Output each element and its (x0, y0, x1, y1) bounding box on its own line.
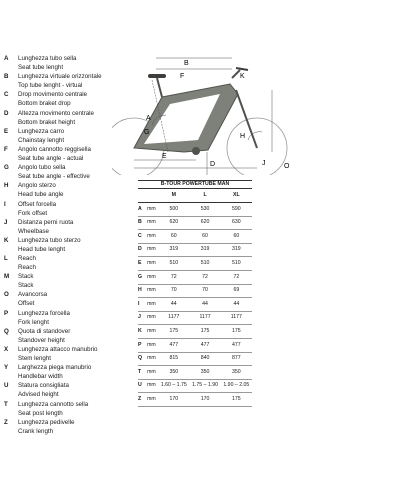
dim-label-o: O (284, 163, 290, 170)
table-cell: 510 (189, 257, 220, 271)
table-cell: 70 (158, 284, 189, 298)
row-letter: J (138, 311, 147, 325)
row-unit: mm (147, 243, 158, 257)
table-cell: 72 (189, 270, 220, 284)
table-row (138, 270, 252, 284)
table-cell: 170 (158, 393, 189, 407)
legend-item (3, 55, 121, 73)
legend-label-italian: Lunghezza tubo sella (18, 55, 77, 62)
row-unit: mm (147, 325, 158, 339)
legend-item (3, 273, 121, 291)
table-cell: 630 (221, 216, 252, 230)
table-header-row (138, 189, 252, 203)
size-column-header: L (189, 189, 220, 203)
table-cell: 44 (189, 298, 220, 312)
row-letter: H (138, 284, 147, 298)
table-cell: 840 (189, 352, 220, 366)
table-cell: 1177 (158, 311, 189, 325)
legend-item (3, 328, 121, 346)
row-unit: mm (147, 352, 158, 366)
legend-label-italian: Stack (18, 273, 34, 281)
legend-letter: M (4, 273, 10, 281)
legend-item (3, 419, 121, 437)
geometry-table (138, 180, 252, 407)
legend-label-english: Chainstay lenght (18, 136, 65, 144)
legend-label-english: Seat tube lenght (18, 64, 64, 71)
dim-label-f: F (180, 73, 185, 80)
legend-label-english: Offset (18, 300, 35, 308)
table-row (138, 325, 252, 339)
legend-item (3, 382, 121, 400)
row-unit: mm (147, 216, 158, 230)
dim-label-k: K (240, 73, 245, 80)
row-letter: B (138, 216, 147, 230)
legend-label-english: Top tube lenght - virtual (18, 82, 83, 90)
legend-label-italian: Lunghezza attacco manubrio (18, 346, 98, 353)
legend-letter: X (4, 346, 9, 353)
legend-item (3, 219, 121, 237)
row-letter: Z (138, 393, 147, 407)
table-header-spacer (147, 189, 158, 203)
legend-item (3, 164, 121, 182)
legend-letter: Q (4, 327, 9, 335)
row-letter: T (138, 366, 147, 380)
table-row (138, 338, 252, 352)
table-row (138, 203, 252, 217)
row-unit: mm (147, 393, 158, 407)
legend-letter: Z (4, 418, 8, 426)
row-unit: mm (147, 203, 158, 217)
legend-label-italian: Angolo tubo sella (18, 164, 66, 172)
row-unit: mm (147, 338, 158, 352)
legend-letter: P (4, 309, 9, 317)
legend-item (3, 237, 121, 255)
table-row (138, 311, 252, 325)
table-cell: 60 (189, 230, 220, 244)
bike-geometry-diagram (112, 40, 302, 175)
legend-label-english: Seat tube angle - actual (18, 154, 84, 162)
row-letter: P (138, 338, 147, 352)
table-cell: 477 (158, 338, 189, 352)
table-cell: 319 (158, 243, 189, 257)
row-letter: U (138, 379, 147, 393)
table-cell: 350 (158, 366, 189, 380)
row-letter: I (138, 298, 147, 312)
legend-label-english: Handlebar width (18, 373, 63, 381)
table-cell: 175 (189, 325, 220, 339)
table-cell: 1.60 – 1.75 (158, 379, 189, 393)
table-cell: 620 (189, 216, 220, 230)
table-cell: 500 (158, 203, 189, 217)
legend-item (3, 401, 121, 419)
size-column-header: M (158, 189, 189, 203)
legend-label-english: Advised height (18, 391, 59, 399)
legend-label-english: Standover height (18, 336, 65, 344)
legend-letter: B (4, 73, 9, 81)
dim-label-b: B (184, 60, 189, 67)
legend-label-english: Wheelbase (18, 227, 49, 235)
table-cell: 70 (189, 284, 220, 298)
legend-label-italian: Reach (18, 255, 36, 263)
table-row (138, 366, 252, 380)
legend-item (3, 182, 121, 200)
table-cell: 319 (189, 243, 220, 257)
row-letter: Q (138, 352, 147, 366)
table-row (138, 352, 252, 366)
legend-letter: D (4, 109, 9, 117)
geometry-legend (3, 55, 121, 437)
row-unit: mm (147, 257, 158, 271)
table-row (138, 243, 252, 257)
legend-item (3, 255, 121, 273)
legend-label-italian: Statura consigliata (18, 382, 69, 390)
table-row (138, 284, 252, 298)
legend-label-italian: Drop movimento centrale (18, 91, 88, 99)
table-cell: 60 (221, 230, 252, 244)
table-cell: 175 (221, 393, 252, 407)
legend-letter: F (4, 145, 8, 153)
table-cell: 350 (189, 366, 220, 380)
table-cell: 1.90 – 2.05 (221, 379, 252, 393)
legend-label-italian: Lunghezza cannotto sella (18, 400, 89, 408)
table-cell: 44 (158, 298, 189, 312)
table-cell: 350 (221, 366, 252, 380)
table-row (138, 393, 252, 407)
row-unit: mm (147, 298, 158, 312)
table-header-spacer (138, 189, 147, 203)
crank (192, 147, 200, 155)
row-unit: mm (147, 379, 158, 393)
legend-item (3, 146, 121, 164)
dim-label-j: J (262, 160, 266, 167)
legend-letter: K (4, 236, 9, 244)
table-cell: 590 (221, 203, 252, 217)
dim-label-a: A (146, 115, 151, 122)
table-cell: 170 (189, 393, 220, 407)
legend-label-italian: Distanza perni ruota (18, 218, 74, 226)
row-unit: mm (147, 366, 158, 380)
legend-letter: H (4, 182, 9, 190)
legend-label-english: Head tube lenght (18, 245, 66, 253)
legend-letter: T (4, 400, 8, 408)
table-cell: 510 (158, 257, 189, 271)
legend-label-italian: Quota di standover (18, 327, 71, 335)
legend-letter: L (4, 255, 8, 263)
table-cell: 1177 (221, 311, 252, 325)
legend-letter: I (4, 200, 6, 208)
legend-label-italian: Larghezza piega manubrio (18, 364, 92, 372)
saddle (148, 74, 166, 78)
legend-letter: O (4, 291, 9, 299)
table-cell: 877 (221, 352, 252, 366)
legend-label-italian: Offset forcella (18, 200, 57, 208)
legend-item (3, 128, 121, 146)
table-row (138, 257, 252, 271)
row-letter: E (138, 257, 147, 271)
legend-label-english: Fork lenght (18, 318, 49, 326)
legend-item (3, 73, 121, 91)
legend-letter: J (4, 218, 8, 226)
table-cell: 175 (221, 325, 252, 339)
legend-label-italian: Lunghezza virtuale orizzontale (18, 73, 102, 81)
row-unit: mm (147, 230, 158, 244)
table-cell: 510 (221, 257, 252, 271)
table-cell: 72 (221, 270, 252, 284)
legend-label-italian: Altezza movimento centrale (18, 109, 95, 117)
legend-label-english: Stack (18, 282, 34, 290)
table-cell: 477 (221, 338, 252, 352)
table-title: B-TOUR POWERTUBE MAN (138, 181, 252, 189)
table-cell: 477 (189, 338, 220, 352)
legend-label-english: Head tube angle (18, 191, 64, 199)
legend-letter: E (4, 127, 9, 135)
table-cell: 44 (221, 298, 252, 312)
legend-label-english: Reach (18, 264, 36, 272)
row-unit: mm (147, 270, 158, 284)
legend-label-english: Seat post length (18, 409, 63, 417)
legend-label-english: Crank length (18, 427, 54, 435)
table-cell: 620 (158, 216, 189, 230)
row-letter: K (138, 325, 147, 339)
size-column-header: XL (221, 189, 252, 203)
dim-label-g: G (144, 129, 150, 136)
stem (232, 70, 240, 78)
dim-label-h: H (240, 133, 246, 140)
table-cell: 319 (221, 243, 252, 257)
head-angle-arc (248, 132, 262, 140)
legend-item (3, 291, 121, 309)
legend-item (3, 201, 121, 219)
legend-item (3, 346, 121, 364)
legend-label-italian: Lunghezza tubo sterzo (18, 236, 81, 244)
table-cell: 175 (158, 325, 189, 339)
legend-item (3, 110, 121, 128)
table-cell: 60 (158, 230, 189, 244)
legend-label-italian: Avancorsa (18, 291, 48, 299)
row-unit: mm (147, 311, 158, 325)
table-row (138, 230, 252, 244)
dim-label-d: D (210, 161, 216, 168)
legend-label-italian: Angolo cannotto reggisella (18, 145, 91, 153)
legend-letter: U (4, 382, 9, 390)
legend-letter: C (4, 91, 9, 99)
table-cell: 69 (221, 284, 252, 298)
table-row (138, 379, 252, 393)
legend-label-english: Bottom braket drop (18, 100, 71, 108)
legend-item (3, 364, 121, 382)
legend-label-english: Fork offset (18, 209, 48, 217)
table-cell: 815 (158, 352, 189, 366)
row-letter: C (138, 230, 147, 244)
legend-label-italian: Lunghezza carro (18, 127, 65, 135)
table-cell: 530 (189, 203, 220, 217)
handlebar (236, 68, 248, 70)
legend-item (3, 91, 121, 109)
legend-label-english: Seat tube angle - effective (18, 173, 90, 181)
table-cell: 72 (158, 270, 189, 284)
row-unit: mm (147, 284, 158, 298)
legend-letter: Y (4, 364, 9, 372)
legend-item (3, 310, 121, 328)
legend-letter: G (4, 164, 9, 172)
table-row (138, 216, 252, 230)
legend-label-italian: Lunghezza forcella (18, 309, 70, 317)
legend-label-italian: Angolo sterzo (18, 182, 56, 190)
table-row (138, 298, 252, 312)
legend-label-italian: Lunghezza pedivelle (18, 418, 75, 426)
dim-label-e: E (162, 153, 167, 160)
row-letter: A (138, 203, 147, 217)
table-cell: 1177 (189, 311, 220, 325)
seat-post (157, 78, 162, 97)
row-letter: D (138, 243, 147, 257)
table-cell: 1.75 – 1.90 (189, 379, 220, 393)
row-letter: G (138, 270, 147, 284)
legend-label-english: Bottom braket height (18, 118, 76, 126)
legend-label-english: Stem lenght (18, 355, 52, 362)
legend-letter: A (4, 55, 9, 62)
